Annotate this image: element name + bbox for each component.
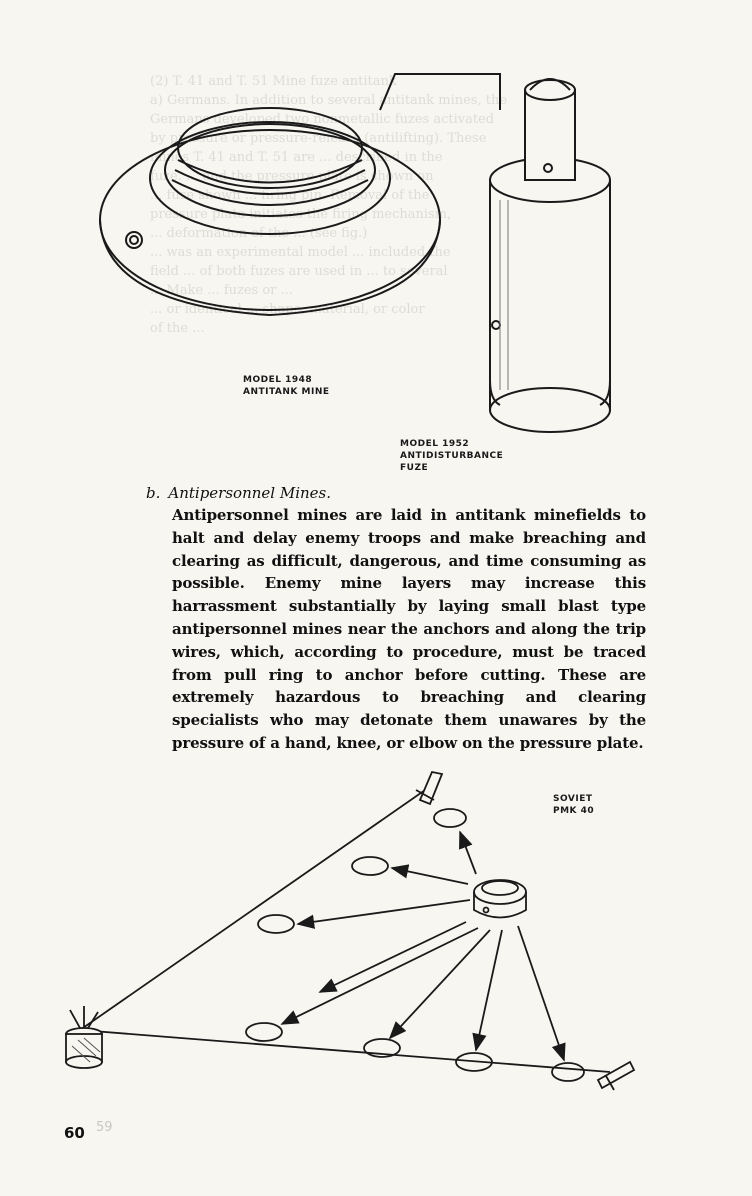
mine-position-7 xyxy=(552,1063,584,1081)
arrow-to-position-8 xyxy=(518,926,564,1060)
bleed-line: ... or identical ... shape, material, or color xyxy=(150,302,425,317)
mine-fuze-drawing xyxy=(60,50,660,470)
mine-lid-ring xyxy=(165,124,375,216)
section-letter: b. xyxy=(146,484,161,502)
mine-position-4 xyxy=(246,1023,282,1041)
bleed-line: a) Germans. In addition to several antitank mines, the xyxy=(150,93,508,108)
mine-position-1 xyxy=(434,809,466,827)
arrow-to-position-3 xyxy=(298,900,470,924)
anchor-stake-top xyxy=(416,772,442,804)
bleed-line: ... was an experimental model ... included the xyxy=(150,245,451,260)
mine-fuze-well-inner xyxy=(130,236,138,244)
bleed-line: field ... of both fuzes are used in ... to several xyxy=(150,264,448,279)
bleed-line: by pressure or pressure-release (antilifting). These xyxy=(150,131,487,146)
arrow-to-position-2 xyxy=(392,868,468,884)
section-heading xyxy=(146,484,646,502)
fuze-stem xyxy=(525,90,575,180)
mine-position-3 xyxy=(258,915,294,933)
anchor-stake-bottom xyxy=(598,1062,634,1090)
section-title: Antipersonnel Mines. xyxy=(168,484,331,502)
trip-wire-upper xyxy=(80,788,428,1030)
mine-handle xyxy=(380,74,500,110)
pull-igniter xyxy=(66,1006,102,1068)
arrow-to-position-7 xyxy=(476,930,502,1050)
mine-fuze-well xyxy=(126,232,142,248)
mine-label: MODEL 1948 ANTITANK MINE xyxy=(243,375,330,397)
illustration-mine-and-fuze xyxy=(60,50,660,473)
arrow-to-position-1 xyxy=(460,832,476,874)
bleed-line: (2) T. 41 and T. 51 Mine fuze antitank xyxy=(150,74,397,89)
arrow-to-position-4 xyxy=(320,922,466,992)
bleed-line: Germans developed two nonmetallic fuzes activated xyxy=(150,112,495,127)
fuze-label: MODEL 1952 ANTIDISTURBANCE FUZE xyxy=(400,439,504,473)
section-body: Antipersonnel mines are laid in antitank minefields to halt and delay enemy troops and make breaching and clearing as difficult, dangerous, and time consuming as possible. Enemy mine layers may increase this harrassment substantially by laying small blast type antipersonnel mines near the anchors and along the trip wires, which, according to procedure, must be traced from pull ring to anchor before cutting. These are extremely hazardous to breaching and clearing specialists who may detonate them unawares by the pressure of a hand, knee, or elbow on the pressure plate. xyxy=(172,506,646,752)
bleed-line: ... Make ... fuzes or ... xyxy=(150,283,293,298)
section-antipersonnel-mines xyxy=(146,484,646,755)
bleed-line: pressure plate initiates the firing mechanism, xyxy=(150,207,452,222)
illustration-pmk40-layout xyxy=(50,760,670,1110)
mine-position-2 xyxy=(352,857,388,875)
bleed-line: ... fuse shown ... firing pin. Removal of the xyxy=(150,188,430,203)
bleed-page-number: 59 xyxy=(96,1120,113,1135)
mine-body-ellipse xyxy=(100,130,440,310)
bleed-line: fuze. ... and the pressure plate is shown on xyxy=(150,169,434,184)
mine-lid-ridges xyxy=(172,160,368,205)
soviet-pmk40-label: SOVIET PMK 40 xyxy=(553,794,595,816)
fuze-bottom-ellipse xyxy=(490,388,610,432)
trip-wire-lower xyxy=(80,1030,610,1072)
mine-lid-outer xyxy=(150,122,390,234)
mine-lid-top xyxy=(178,108,362,188)
bleed-line: of the ... xyxy=(150,321,205,336)
pmk40-mine xyxy=(474,880,526,918)
bleed-line: ... deformation of the ... (see fig.) xyxy=(150,226,368,241)
fuze-stem-top xyxy=(525,80,575,100)
bleed-line: mines T. 41 and T. 51 are ... described in the xyxy=(150,150,443,165)
page-number: 60 xyxy=(64,1124,85,1142)
